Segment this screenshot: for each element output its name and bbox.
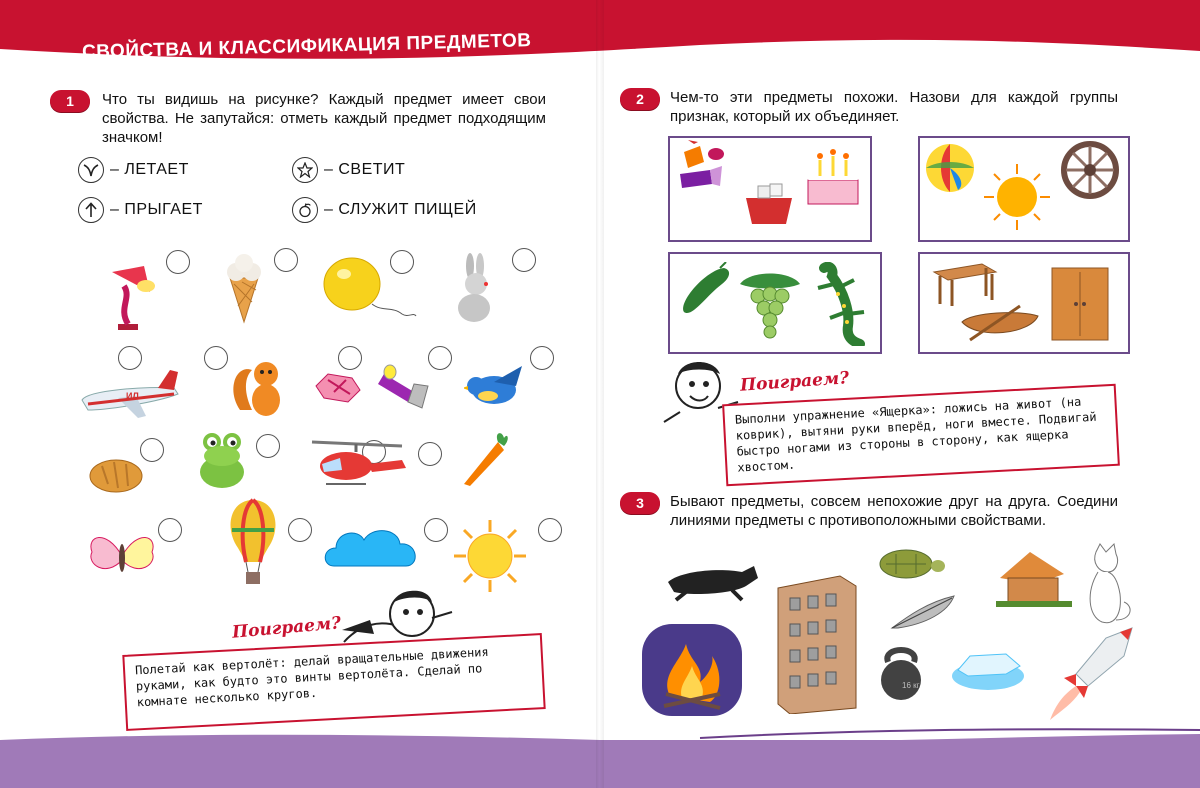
task-number-3: 3 xyxy=(620,492,660,514)
answer-circle[interactable] xyxy=(418,442,442,466)
legend-food xyxy=(292,197,477,223)
answer-circle[interactable] xyxy=(530,346,554,370)
house-illustration xyxy=(996,544,1072,610)
legend-shines xyxy=(292,157,405,183)
legend-label: – СВЕТИТ xyxy=(324,161,406,178)
answer-circle[interactable] xyxy=(256,434,280,458)
legend-jumps xyxy=(78,197,203,223)
ice-cream-illustration xyxy=(222,252,266,324)
lizard-illustration xyxy=(810,262,870,346)
task-3-text: Бывают предметы, совсем непохожие друг на друга. Соедини линиями предметы с противоположными свойствами. xyxy=(670,493,1118,529)
answer-circle[interactable] xyxy=(158,518,182,542)
page-spine xyxy=(596,0,604,788)
beach-ball-illustration xyxy=(924,142,976,194)
answer-circle[interactable] xyxy=(538,518,562,542)
answer-circle[interactable] xyxy=(390,250,414,274)
up-arrow-icon xyxy=(78,197,104,223)
hot-air-balloon-illustration xyxy=(222,498,284,590)
table-illustration xyxy=(930,260,1000,308)
sun-round-illustration xyxy=(982,162,1052,232)
answer-circle[interactable] xyxy=(204,346,228,370)
task-number-1: 1 xyxy=(50,90,90,112)
play-box-right: Выполни упражнение «Ящерка»: ложись на живот (на коврик), вытяни руки вперёд, ноги вместе. Подвигай быстро ногами из стороны в сторону, как ящерка хвостом. xyxy=(722,384,1120,487)
dog-illustration xyxy=(662,558,762,602)
answer-circle[interactable] xyxy=(288,518,312,542)
task-2-text: Чем-то эти предметы похожи. Назови для каждой группы признак, который их объединяет. xyxy=(670,89,1118,125)
answer-circle[interactable] xyxy=(166,250,190,274)
kettlebell-illustration xyxy=(872,640,930,702)
bird-illustration xyxy=(464,362,528,408)
apple-icon xyxy=(292,197,318,223)
play-title-left: Поиграем? xyxy=(231,613,342,643)
task-1-text: Что ты видишь на рисунке? Каждый предмет имеет свои свойства. Не запутайся: отметь каждый предмет подходящим значком! xyxy=(102,91,546,146)
flashlight-illustration xyxy=(378,360,438,412)
frog-illustration xyxy=(192,428,254,492)
sugar-bowl-illustration xyxy=(740,178,798,228)
cartoon-kid-illustration xyxy=(340,584,460,644)
bird-flight-icon xyxy=(78,157,104,183)
sun-illustration xyxy=(452,518,528,594)
legend-label: – СЛУЖИТ ПИЩЕЙ xyxy=(324,201,477,218)
cat-illustration xyxy=(1076,542,1138,626)
legend-flies xyxy=(78,157,189,183)
wheel-illustration xyxy=(1060,140,1120,200)
answer-circle[interactable] xyxy=(424,518,448,542)
candies-illustration xyxy=(674,140,740,196)
squirrel-illustration xyxy=(230,350,290,422)
candy-illustration xyxy=(312,366,364,406)
cake-illustration xyxy=(804,146,862,210)
airplane-illustration xyxy=(78,366,184,422)
turtle-illustration xyxy=(866,542,946,580)
building-illustration xyxy=(770,568,860,714)
play-box-left: Полетай как вертолёт: делай вращательные движения руками, как будто это винты вертолёта. Сделай по комнате несколько кругов. xyxy=(122,633,545,731)
wardrobe-illustration xyxy=(1048,264,1112,344)
plane-label: ИЛ xyxy=(126,391,139,401)
bread-illustration xyxy=(88,454,144,496)
page-title: СВОЙСТВА И КЛАССИФИКАЦИЯ ПРЕДМЕТОВ xyxy=(81,30,532,63)
grapes-illustration xyxy=(736,270,804,342)
answer-circle[interactable] xyxy=(512,248,536,272)
ice-floe-illustration xyxy=(950,640,1026,692)
carrot-illustration xyxy=(458,430,510,488)
helicopter-illustration xyxy=(302,438,412,494)
legend-label: – ПРЫГАЕТ xyxy=(110,201,203,218)
weight-label: 16 кг xyxy=(902,681,920,690)
butterfly-illustration xyxy=(86,528,158,586)
rabbit-illustration xyxy=(450,252,506,326)
cloud-illustration xyxy=(322,522,422,572)
cucumber-illustration xyxy=(676,262,734,318)
task-number-2: 2 xyxy=(620,88,660,110)
legend-label: – ЛЕТАЕТ xyxy=(110,161,189,178)
desk-lamp-illustration xyxy=(98,258,164,332)
rocket-illustration xyxy=(1046,624,1142,722)
star-icon xyxy=(292,157,318,183)
answer-circle[interactable] xyxy=(274,248,298,272)
play-title-right: Поиграем? xyxy=(739,368,850,396)
campfire-illustration xyxy=(640,622,744,718)
boat-illustration xyxy=(960,304,1044,344)
feather-illustration xyxy=(888,592,958,632)
